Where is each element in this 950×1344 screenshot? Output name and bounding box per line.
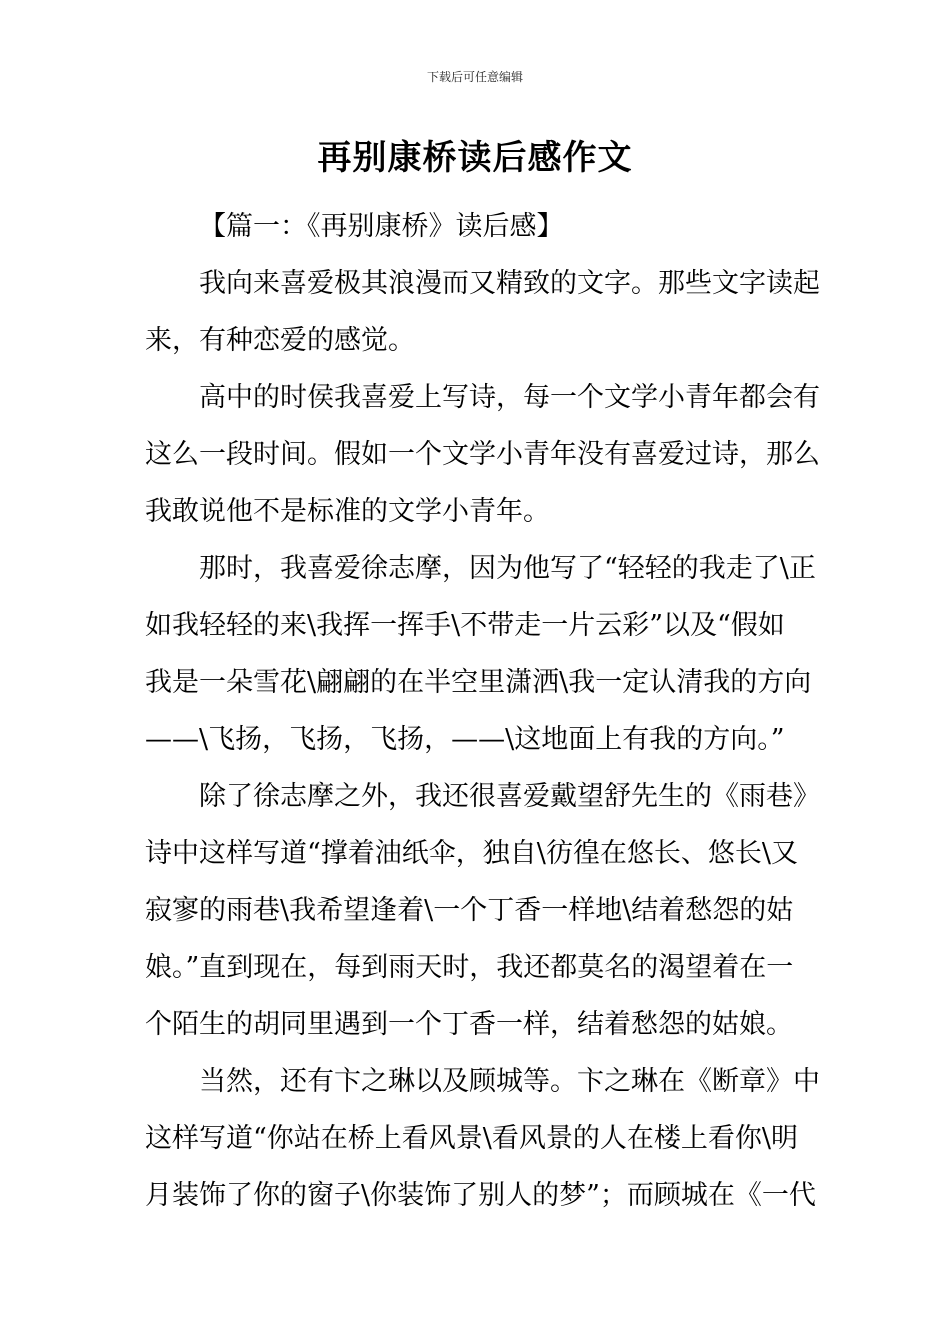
text-line: 我向来喜爱极其浪漫而又精致的文字。那些文字读起: [199, 268, 820, 299]
text-line: 高中的时侯我喜爱上写诗，每一个文学小青年都会有: [199, 382, 820, 413]
text-line: 来，有种恋爱的感觉。: [145, 325, 415, 356]
text-line: 诗中这样写道“撑着油纸伞，独自\彷徨在悠长、悠长\又: [145, 838, 798, 869]
text-line: 个陌生的胡同里遇到一个丁香一样，结着愁怨的姑娘。: [145, 1009, 793, 1040]
header-note: 下载后可任意编辑: [426, 70, 523, 84]
text-line: 除了徐志摩之外，我还很喜爱戴望舒先生的《雨巷》: [199, 781, 820, 812]
text-line: 月装饰了你的窗子\你装饰了别人的梦”；而顾城在《一代: [145, 1180, 816, 1211]
text-line: 当然，还有卞之琳以及顾城等。卞之琳在《断章》中: [199, 1066, 820, 1097]
document-body: [145, 198, 820, 1224]
section-heading: 【篇一：《再别康桥》读后感】: [199, 211, 564, 242]
document-title: 再别康桥读后感作文: [317, 138, 633, 178]
text-line: 这么一段时间。假如一个文学小青年没有喜爱过诗，那么: [145, 439, 820, 470]
text-line: 这样写道“你站在桥上看风景\看风景的人在楼上看你\明: [145, 1123, 798, 1154]
text-line: 我敢说他不是标准的文学小青年。: [145, 496, 550, 527]
paragraph-lines: [145, 255, 820, 1224]
text-line: 寂寥的雨巷\我希望逢着\一个丁香一样地\结着愁怨的姑: [145, 895, 794, 926]
text-line: 我是一朵雪花\翩翩的在半空里潇洒\我一定认清我的方向: [145, 667, 812, 698]
text-line: ——\飞扬，飞扬，飞扬，——\这地面上有我的方向。”: [145, 724, 785, 755]
text-line: 如我轻轻的来\我挥一挥手\不带走一片云彩”以及“假如: [145, 610, 785, 641]
text-line: 娘。”直到现在，每到雨天时，我还都莫名的渴望着在一: [145, 952, 794, 983]
text-line: 那时，我喜爱徐志摩，因为他写了“轻轻的我走了\正: [199, 553, 816, 584]
